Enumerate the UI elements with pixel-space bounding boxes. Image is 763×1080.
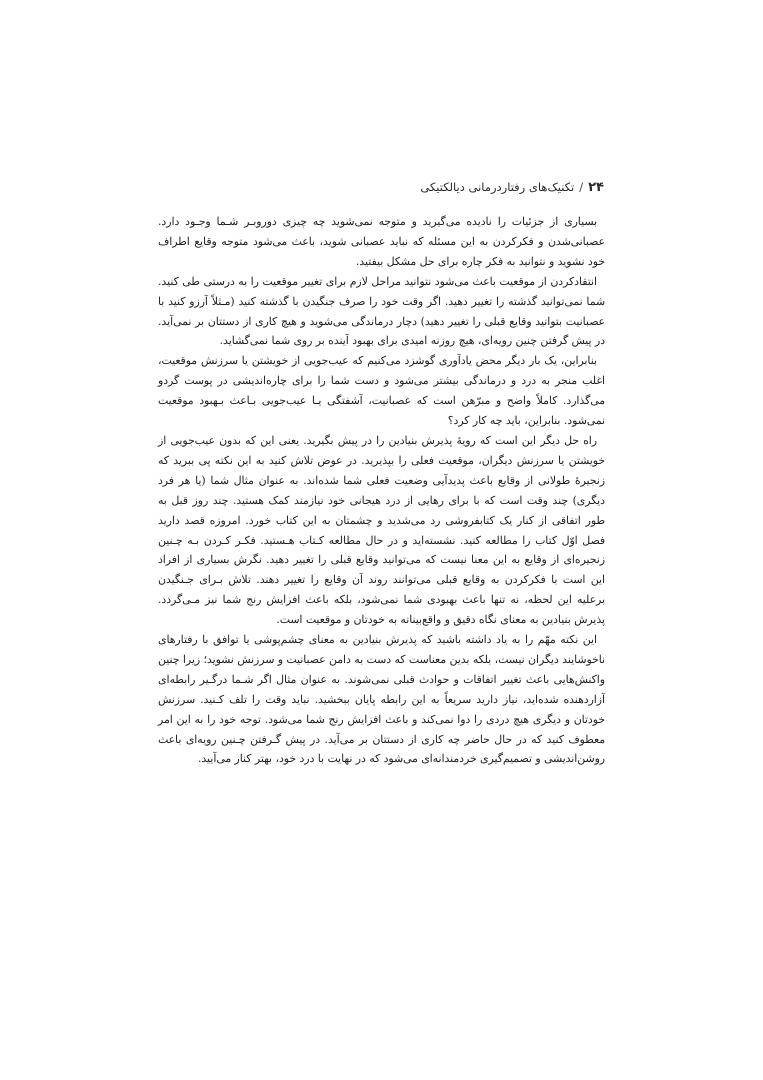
paragraph: راه حل دیگر این است که رویهٔ پذیرش بنیادین را در پیش بگیرید. یعنی این که بدون عیب‌جویی از خویشتن یا سرزنش دیگران، موقعیت فعلی را بپذیرید. در عوض تلاش کنید به این نکته پی ببرید که زنجیرهٔ طولانی از وقایع باعث پدیدآیی وضعیت فعلی شما شده‌اند. به عنوان مثال شما (یا هر فرد دیگری) چند وقت است که با برای رهایی از درد هیجانی خود نیازمند کمک هستید. چند روز قبل به طور اتفاقی از کنار یک کتابفروشی رد می‌شدید و چشمتان به این کتاب خورد. امروزه قصد دارید فصل اوّل کتاب را مطالعه کنید. نشسته‌اید و در حال مطالعه کـتاب هـستید. فکـر کـردن بـه چـنین زنجیره‌ای از وقایع به این معنا نیست که می‌توانید وقایع قبلی را تغییر دهید. نگرش بسیاری از افراد این است با فکرکردن به وقایع قبلی می‌توانند روند آن وقایع را تغییر دهند. تلاش بـرای جـنگیدن برعلیه این لحظه، نه تنها باعث بهبودی شما نمی‌شود، بلکه باعث افزایش رنج شما نیز مـی‌گردد. پذیرش بنیادین به معنای نگاه دقیق و واقع‌بینانه به خودتان و موقعیت است. [158,433,605,627]
paragraph: انتقادکردن از موقعیت باعث می‌شود نتوانید مراحل لازم برای تغییر موقعیت را به درستی طی کنید. شما نمی‌توانید گذشته را تغییر دهید. اگر وقت خود را صرف جنگیدن با گذشته کنید (مـثلاً آرزو کنید با عصبانیت بتوانید وقایع قبلی را تغییر دهید) دچار درماندگی می‌شوید و هیچ کاری از دستتان بر نمی‌آید. در پیش گرفتن چنین رویه‌ای، هیچ روزنه امیدی برای بهبود آینده بر روی شما نمی‌گشاید. [158,274,605,348]
body-text [158,212,605,769]
header-separator: / [579,180,584,194]
page-number: ۲۴ [588,180,604,195]
book-title: تکنیک‌های رفتاردرمانی دیالکتیکی [420,180,575,194]
running-header [160,179,604,196]
paragraph: این نکته مهّم را به یاد داشته باشید که پذیرش بنیادین به معنای چشم‌پوشی یا توافق با رفتارهای ناخوشایند دیگران نیست، بلکه بدین معناست که دست به دامن عصبانیت و سرزنش نشوید؛ زیرا چنین واکنش‌هایی باعث تغییر اتفاقات و حوادث قبلی نمی‌شوند. به عنوان مثال اگر شـما درگـیر رابطه‌ای آزاردهنده شده‌اید، نیاز دارید سریعاً به این رابطه پایان ببخشید. نباید وقت را تلف کـنید. سرزنش خودتان و دیگری هیچ دردی را دوا نمی‌کند و باعث افزایش رنج شما می‌شود. توجه خود را به این امر معطوف کنید که در حال حاضر چه کاری از دستتان بر می‌آید. در پیش گـرفتن چـنین رویه‌ای باعث روشن‌اندیشی و تصمیم‌گیری خردمندانه‌ای می‌شود که در نهایت با درد خود، بهتر کنار می‌آیید. [158,633,605,766]
paragraph: بسیاری از جزئیات را نادیده می‌گیرید و متوجه نمی‌شوید چه چیزی دوروبـر شـما وجـود دارد. عصبانی‌شدن و فکرکردن به این مسئله که نباید عصبانی شوید، باعث می‌شود متوجه وقایع اطراف خود نشوید و نتوانید به فکر چاره برای حل مشکل بیفتید. [158,215,605,268]
paragraph: بنابراین، یک بار دیگر محض یادآوری گوشزد می‌کنیم که عیب‌جویی از خویشتن یا سرزنش موقعیت، اغلب منجر به درد و درماندگی بیشتر می‌شود و دست شما را برای چاره‌اندیشی در پوست گردو می‌گذارد. کاملاً واضح و مبرّهن است که عصبانیت، آشفتگی یـا عیب‌جویی بـاعث بـهبود موقعیت نمی‌شود. بنابراین، باید چه کار کرد؟ [158,354,605,428]
